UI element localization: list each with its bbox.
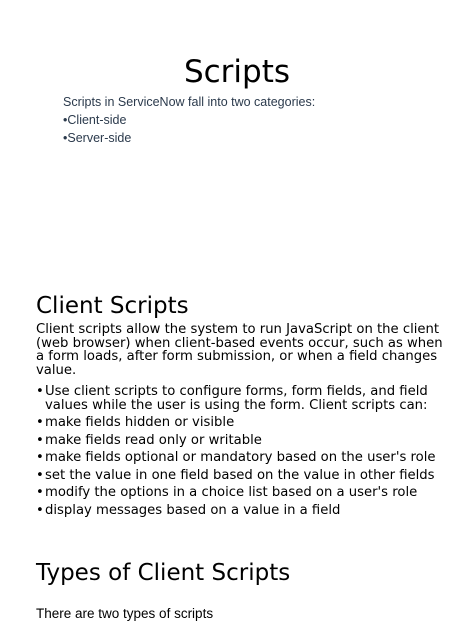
script-categories-list <box>63 111 131 147</box>
list-item: • make fields optional or mandatory based on the user's role <box>36 451 446 465</box>
list-item: • make fields hidden or visible <box>36 416 446 430</box>
slide-title-types-of-client-scripts: Types of Client Scripts <box>36 560 291 586</box>
types-intro-text: There are two types of scripts <box>36 606 214 621</box>
category-client-side: • Client-side <box>63 111 131 129</box>
list-item: • Use client scripts to configure forms, form fields, and field values while the user is using the form. Client scripts can: <box>36 385 446 412</box>
list-item: • modify the options in a choice list based on a user's role <box>36 486 446 500</box>
list-item: • make fields read only or writable <box>36 434 446 448</box>
slide-title-scripts: Scripts <box>183 54 291 90</box>
list-item: • set the value in one field based on the value in other fields <box>36 469 446 483</box>
client-scripts-bullet-list <box>36 385 446 521</box>
category-server-side: • Server-side <box>63 129 131 147</box>
slide-title-client-scripts: Client Scripts <box>36 293 189 319</box>
client-scripts-description: Client scripts allow the system to run JavaScript on the client (web browser) when client-based events occur, such as when a form loads, after form submission, or when a field changes value. <box>36 322 443 378</box>
scripts-intro-text: Scripts in ServiceNow fall into two categories: <box>63 95 316 109</box>
list-item: • display messages based on a value in a field <box>36 504 446 518</box>
